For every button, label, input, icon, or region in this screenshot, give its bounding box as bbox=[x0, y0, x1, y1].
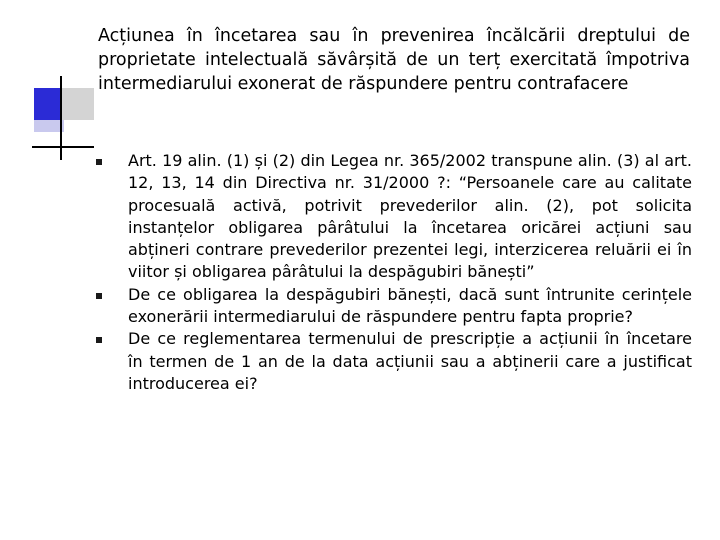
square-bullet-icon bbox=[96, 159, 102, 165]
decoration-grey-square bbox=[62, 88, 94, 120]
decoration-horizontal-line bbox=[32, 146, 94, 148]
square-bullet-icon bbox=[96, 293, 102, 299]
bullet-item bbox=[92, 328, 692, 395]
bullet-text: Art. 19 alin. (1) și (2) din Legea nr. 365/2002 transpune alin. (3) al art. 12, 13, 14 din Directiva nr. 31/2000 ?: “Persoanele care au calitate procesuală activă, potrivit prevederilor alin. (2), pot solicita instanțelor obligarea pârâtului la încetarea oricărei acțiuni sau abțineri contrare prevederilor prezentei legi, interzicerea reluării ei în viitor și obligarea pârâtului la despăgubiri bănești” bbox=[128, 151, 692, 282]
bullet-item bbox=[92, 150, 692, 284]
corner-decoration bbox=[0, 0, 110, 170]
bullet-text: De ce reglementarea termenului de prescripție a acțiunii în încetare în termen de 1 an de la data acțiunii sau a abținerii care a justificat introducerea ei? bbox=[128, 329, 692, 393]
square-bullet-icon bbox=[96, 337, 102, 343]
bullet-text: De ce obligarea la despăgubiri bănești, dacă sunt întrunite cerințele exonerării intermediarului de răspundere pentru fapta proprie? bbox=[128, 284, 692, 327]
slide-title: Acțiunea în încetarea sau în prevenirea încălcării dreptului de proprietate intelectuală săvârșită de un terț exercitată împotriva intermediarului exonerat de răspundere pentru contrafacere bbox=[98, 26, 690, 94]
bullet-list bbox=[92, 150, 692, 395]
bullet-item bbox=[92, 284, 692, 329]
